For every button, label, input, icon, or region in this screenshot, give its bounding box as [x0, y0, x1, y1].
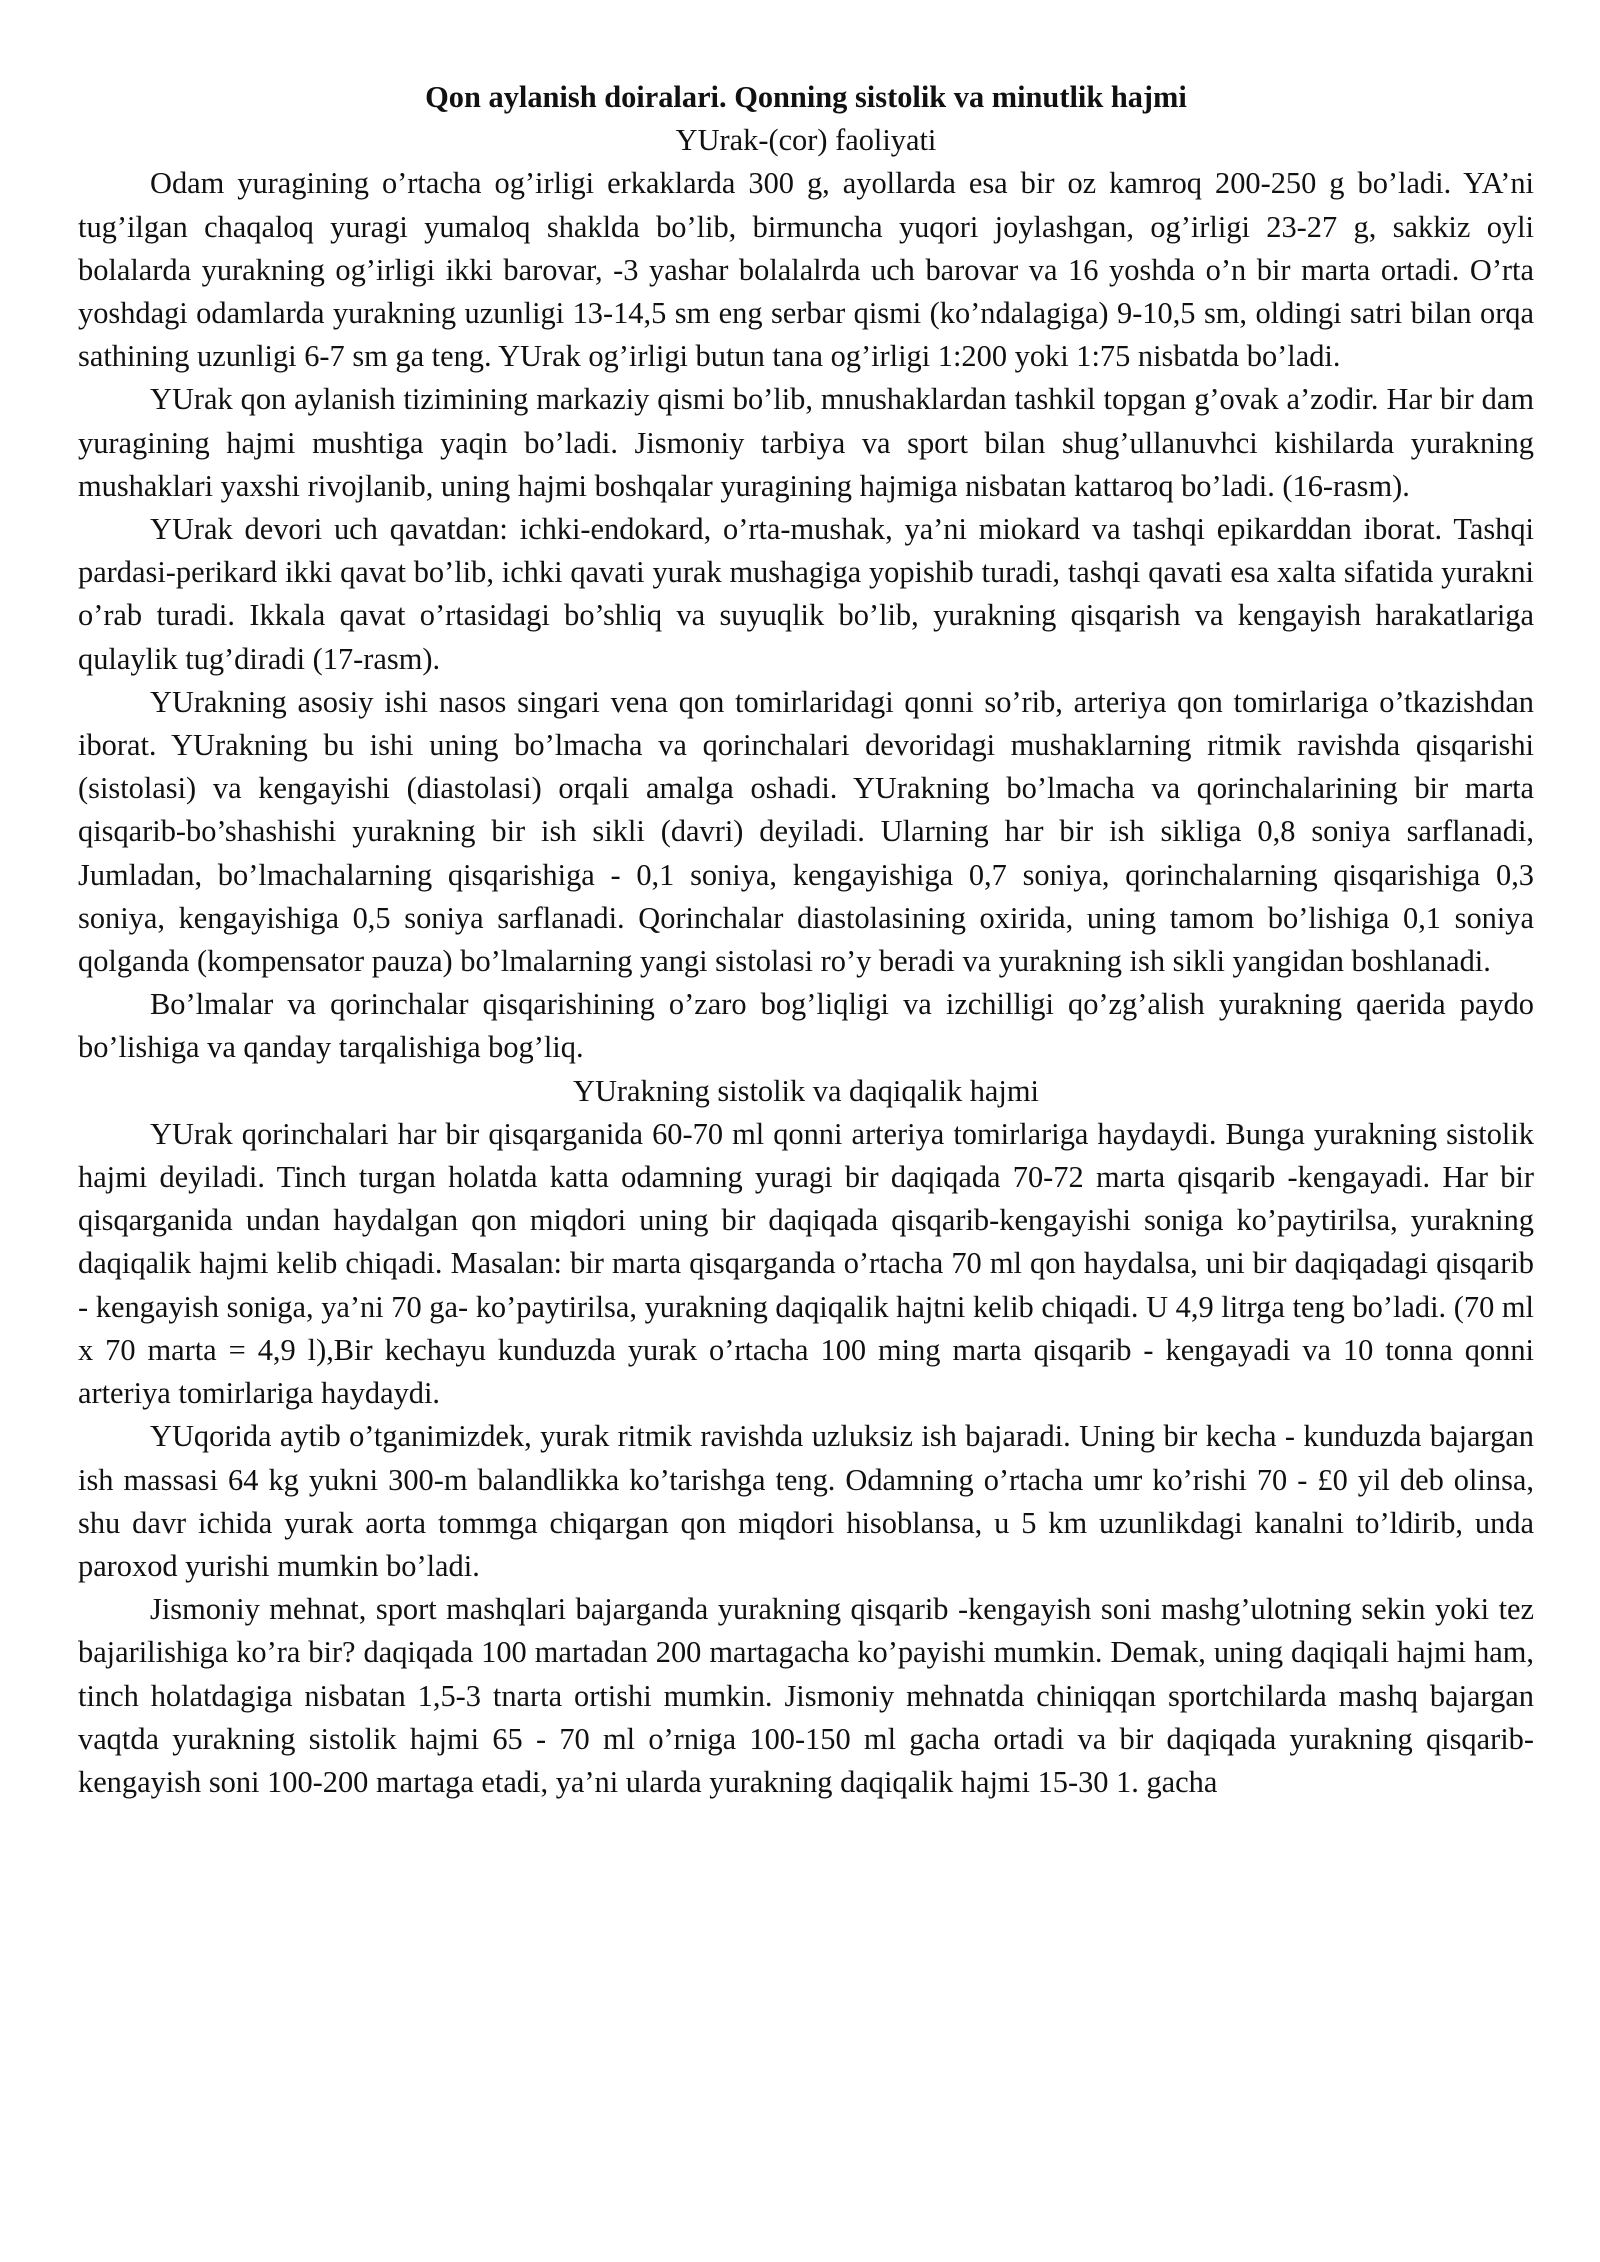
document-title: Qon aylanish doiralari. Qonning sistolik va minutlik hajmi [425, 80, 1187, 114]
paragraph: YUrakning asosiy ishi nasos singari vena qon tomirlaridagi qonni so’rib, arteriya qon tomirlariga o’tkazishdan iborat. YUrakning bu ishi uning bo’lmacha va qorinchalari devoridagi mushaklarning ritmik ravishda qisqarishi (sistolasi) va kengayishi (diastolasi) orqali amalga oshadi. YUrakning bo’lmacha va qorinchalarining bir marta qisqarib-bo’shashishi yurakning bir ish sikli (davri) deyiladi. Ularning har bir ish sikliga 0,8 soniya sarflanadi, Jumladan, bo’lmachalarning qisqarishiga - 0,1 soniya, kengayishiga 0,7 soniya, qorinchalarning qisqarishiga 0,3 soniya, kengayishiga 0,5 soniya sarflanadi. Qorinchalar diastolasining oxirida, uning tamom bo’lishiga 0,1 soniya qolganda (kompensator pauza) bo’lmalarning yangi sistolasi ro’y beradi va yurakning ish sikli yangidan boshlanadi. [78, 684, 1534, 979]
paragraph: YUrak qorinchalari har bir qisqarganida 60-70 ml qonni arteriya tomirlariga haydaydi. Bunga yurakning sistolik hajmi deyiladi. Tinch turgan holatda katta odamning yuragi bir daqiqada 70-72 marta qisqarib -kengayadi. Har bir qisqarganida undan haydalgan qon miqdori uning bir daqiqada qisqarib-kengayishi soniga ko’paytirilsa, yurakning daqiqalik hajmi kelib chiqadi. Masalan: bir marta qisqarganda o’rtacha 70 ml qon haydalsa, uni bir daqiqadagi qisqarib - kengayish soniga, ya’ni 70 ga- ko’paytirilsa, yurakning daqiqalik hajtni kelib chiqadi. U 4,9 litrga teng bo’ladi. (70 ml x 70 marta = 4,9 l),Bir kechayu kunduzda yurak o’rtacha 100 ming marta qisqarib - kengayadi va 10 tonna qonni arteriya tomirlariga haydaydi. [78, 1116, 1534, 1411]
paragraph: YUqorida aytib o’tganimizdek, yurak ritmik ravishda uzluksiz ish bajaradi. Uning bir kecha - kunduzda bajargan ish massasi 64 kg yukni 300-m balandlikka ko’tarishga teng. Odamning o’rtacha umr ko’rishi 70 - £0 yil deb olinsa, shu davr ichida yurak aorta tommga chiqargan qon miqdori hisoblansa, u 5 km uzunlikdagi kanalni to’ldirib, unda paroxod yurishi mumkin bo’ladi. [78, 1419, 1534, 1583]
section-heading: YUrak-(cor) faoliyati [675, 123, 937, 158]
paragraph: Bo’lmalar va qorinchalar qisqarishining o’zaro bog’liqligi va izchilligi qo’zg’alish yurakning qaerida paydo bo’lishiga va qanday tarqalishiga bog’liq. [78, 987, 1534, 1065]
document-page [78, 76, 1534, 1804]
paragraph: YUrak devori uch qavatdan: ichki-endokard, o’rta-mushak, ya’ni miokard va tashqi epikarddan iborat. Tashqi pardasi-perikard ikki qavat bo’lib, ichki qavati yurak mushagiga yopishib turadi, tashqi qavati esa xalta sifatida yurakni o’rab turadi. Ikkala qavat o’rtasidagi bo’shliq va suyuqlik bo’lib, yurakning qisqarish va kengayish harakatlariga qulaylik tug’diradi (17-rasm). [78, 512, 1534, 676]
paragraph: Odam yuragining o’rtacha og’irligi erkaklarda 300 g, ayollarda esa bir oz kamroq 200-250 g bo’ladi. YA’ni tug’ilgan chaqaloq yuragi yumaloq shaklda bo’lib, birmuncha yuqori joylashgan, og’irligi 23-27 g, sakkiz oyli bolalarda yurakning og’irligi ikki barovar, -3 yashar bolalalrda uch barovar va 16 yoshda o’n bir marta ortadi. O’rta yoshdagi odamlarda yurakning uzunligi 13-14,5 sm eng serbar qismi (ko’ndalagiga) 9-10,5 sm, oldingi satri bilan orqa sathining uzunligi 6-7 sm ga teng. YUrak og’irligi butun tana og’irligi 1:200 yoki 1:75 nisbatda bo’ladi. [78, 166, 1534, 374]
paragraph: YUrak qon aylanish tizimining markaziy qismi bo’lib, mnushaklardan tashkil topgan g’ovak a’zodir. Har bir dam yuragining hajmi mushtiga yaqin bo’ladi. Jismoniy tarbiya va sport bilan shug’ullanuvhci kishilarda yurakning mushaklari yaxshi rivojlanib, uning hajmi boshqalar yuragining hajmiga nisbatan kattaroq bo’ladi. (16-rasm). [78, 382, 1534, 503]
section-heading: YUrakning sistolik va daqiqalik hajmi [573, 1073, 1039, 1108]
paragraph: Jismoniy mehnat, sport mashqlari bajarganda yurakning qisqarib -kengayish soni mashg’ulotning sekin yoki tez bajarilishiga ko’ra bir? daqiqada 100 martadan 200 martagacha ko’payishi mumkin. Demak, uning daqiqali hajmi ham, tinch holatdagiga nisbatan 1,5-3 tnarta ortishi mumkin. Jismoniy mehnatda chiniqqan sportchilarda mashq bajargan vaqtda yurakning sistolik hajmi 65 - 70 ml o’rniga 100-150 ml gacha ortadi va bir daqiqada yurakning qisqarib-kengayish soni 100-200 martaga etadi, ya’ni ularda yurakning daqiqalik hajmi 15-30 1. gacha [78, 1592, 1534, 1799]
